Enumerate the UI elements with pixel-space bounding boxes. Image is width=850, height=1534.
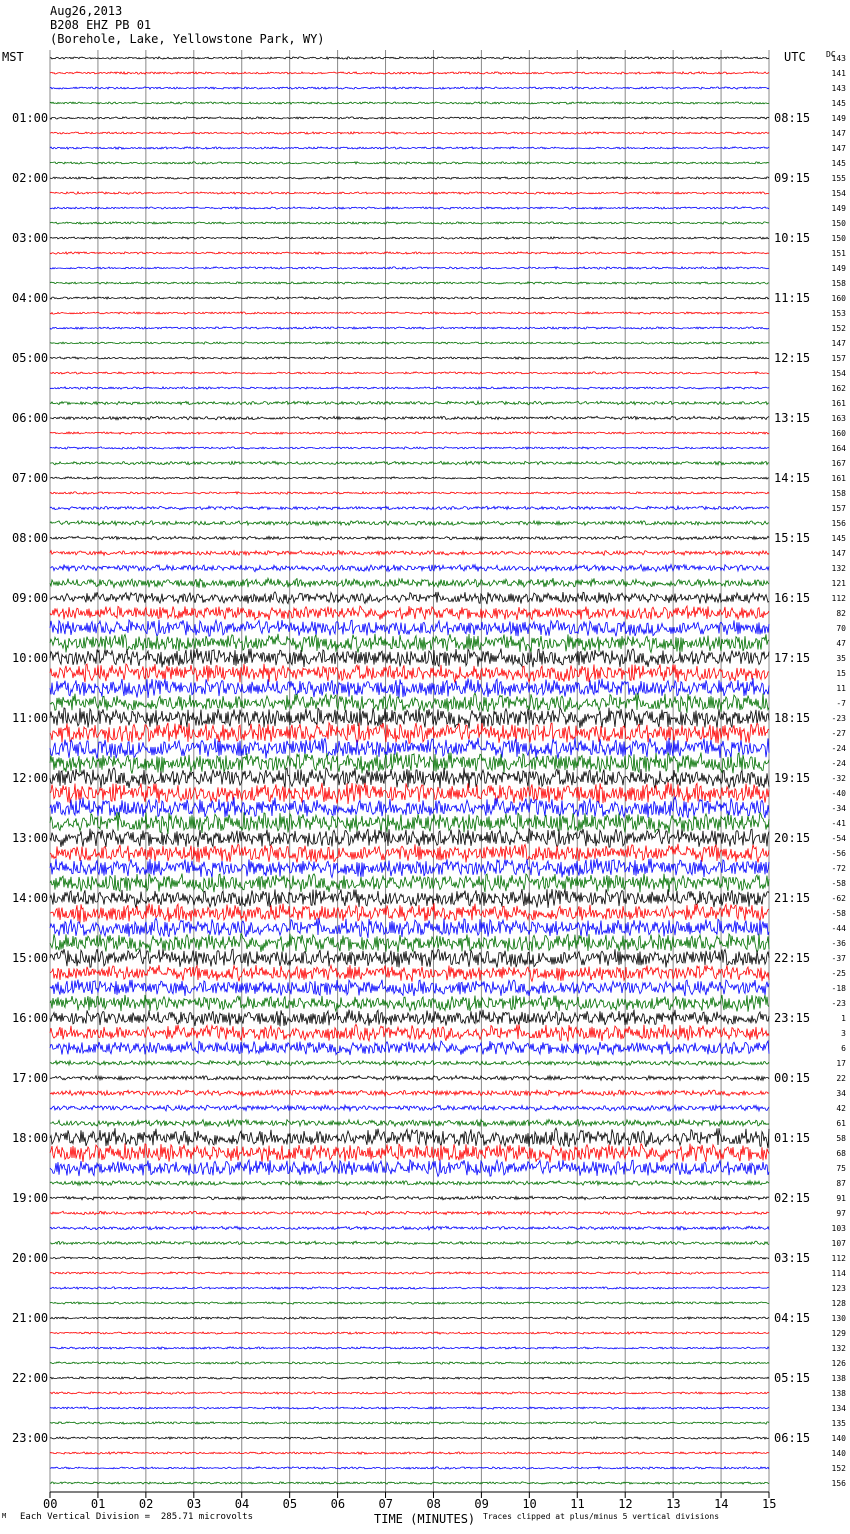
right-hour-label: 02:15 [774,1191,811,1205]
right-hour-label: 10:15 [774,231,811,245]
right-timezone-label: UTC [784,50,806,64]
trace-line [50,1332,769,1334]
trace-line [50,1287,769,1289]
dc-offset-label: -41 [831,819,846,828]
dc-offset-label: 123 [831,1284,846,1293]
trace-line [50,177,769,179]
dc-offset-label: 149 [831,204,846,213]
dc-offset-label: -44 [831,924,846,933]
trace-line [50,949,769,968]
trace-line [50,506,769,510]
x-tick-label: 10 [522,1497,537,1511]
dc-offset-label: 68 [836,1149,846,1158]
left-hour-label: 18:00 [12,1131,49,1145]
dc-offset-label: 145 [831,99,846,108]
trace-line [50,536,769,540]
trace-line [50,477,769,479]
dc-offset-label: 150 [831,219,846,228]
trace-line [50,889,769,908]
dc-offset-label: 161 [831,399,846,408]
trace-line [50,1407,769,1409]
dc-offset-label: -27 [831,729,846,738]
trace-line [50,1181,769,1186]
left-hour-label: 13:00 [12,831,49,845]
trace-line [50,829,769,848]
station-code: B208 EHZ PB 01 [50,18,152,32]
trace-line [50,372,769,374]
trace-line [50,387,769,389]
left-hour-label: 12:00 [12,771,49,785]
dc-offset-label: 141 [831,69,846,78]
trace-line [50,1467,769,1469]
left-hour-label: 19:00 [12,1191,49,1205]
dc-offset-label: 47 [836,639,846,648]
left-hour-label: 04:00 [12,291,49,305]
dc-offset-label: 17 [836,1059,846,1068]
dc-offset-label: 147 [831,129,846,138]
left-hour-label: 21:00 [12,1311,49,1325]
seismic-traces [50,57,769,1484]
trace-line [50,521,769,526]
dc-offset-label: 112 [831,594,846,603]
trace-line [50,267,769,269]
dc-offset-label: 130 [831,1314,846,1323]
trace-line [50,565,769,572]
dc-offset-label: 152 [831,324,846,333]
trace-line [50,117,769,119]
dc-offset-label: -72 [831,864,846,873]
trace-line [50,797,769,818]
right-hour-label: 22:15 [774,951,811,965]
trace-line [50,1024,769,1041]
dc-offset-label: 154 [831,189,846,198]
right-hour-label: 05:15 [774,1371,811,1385]
trace-line [50,72,769,74]
x-tick-label: 12 [618,1497,633,1511]
trace-line [50,252,769,254]
trace-line [50,1143,769,1162]
trace-line [50,342,769,344]
dc-offset-label: 163 [831,414,846,423]
dc-offset-label: 107 [831,1239,846,1248]
dc-offset-label: 158 [831,279,846,288]
left-hour-label: 16:00 [12,1011,49,1025]
trace-line [50,664,769,683]
trace-line [50,132,769,134]
dc-offset-label: 126 [831,1359,846,1368]
dc-offset-label: 140 [831,1434,846,1443]
trace-line [50,222,769,224]
dc-offset-label: 158 [831,489,846,498]
right-hour-label: 14:15 [774,471,811,485]
trace-line [50,237,769,239]
dc-offset-label: 75 [836,1164,846,1173]
trace-line [50,327,769,329]
dc-offset-label: 143 [831,84,846,93]
dc-offset-label: 157 [831,354,846,363]
right-hour-label: 16:15 [774,591,811,605]
left-hour-label: 11:00 [12,711,49,725]
left-hour-label: 20:00 [12,1251,49,1265]
x-tick-label: 05 [282,1497,298,1511]
dc-offset-label: 145 [831,534,846,543]
station-location: (Borehole, Lake, Yellowstone Park, WY) [50,32,325,46]
dc-offset-label: 15 [836,669,846,678]
left-hour-label: 03:00 [12,231,49,245]
right-hour-label: 21:15 [774,891,811,905]
dc-offset-label: -36 [831,939,846,948]
trace-line [50,1302,769,1304]
trace-line [50,1160,769,1177]
dc-offset-label: 58 [836,1134,846,1143]
trace-line [50,297,769,299]
dc-offset-label: 35 [836,654,846,663]
dc-offset-label: -18 [831,984,846,993]
right-hour-label: 00:15 [774,1071,811,1085]
dc-offset-label: 160 [831,294,846,303]
chart-date: Aug26,2013 [50,4,123,18]
dc-offset-label: 151 [831,249,846,258]
dc-offset-label: 143 [831,54,846,63]
right-hour-label: 20:15 [774,831,811,845]
trace-line [50,934,769,953]
dc-offset-label: 42 [836,1104,846,1113]
dc-offset-label: -58 [831,909,846,918]
trace-line [50,678,769,698]
dc-offset-label: 156 [831,519,846,528]
trace-line [50,693,769,713]
dc-offset-label: -62 [831,894,846,903]
dc-offset-label: 152 [831,1464,846,1473]
dc-offset-label: 167 [831,459,846,468]
right-hour-label: 13:15 [774,411,811,425]
x-tick-label: 08 [426,1497,441,1511]
trace-line [50,634,769,653]
left-hour-label: 14:00 [12,891,49,905]
trace-line [50,1211,769,1215]
x-tick-label: 14 [714,1497,729,1511]
dc-offset-label: 132 [831,1344,846,1353]
dc-offset-label: 61 [836,1119,846,1128]
dc-offset-label: 87 [836,1179,846,1188]
dc-offset-label: 140 [831,1449,846,1458]
right-hour-label: 04:15 [774,1311,811,1325]
trace-line [50,723,769,744]
right-hour-label: 08:15 [774,111,811,125]
trace-line [50,858,769,878]
trace-line [50,432,769,434]
trace-line [50,578,769,588]
dc-offset-label: 149 [831,264,846,273]
dc-offset-label: 70 [836,624,846,633]
left-hour-label: 17:00 [12,1071,49,1085]
trace-line [50,162,769,164]
trace-line [50,57,769,59]
trace-line [50,1482,769,1484]
trace-line [50,1061,769,1066]
trace-line [50,1105,769,1111]
dc-offset-label: 150 [831,234,846,243]
left-hour-label: 01:00 [12,111,49,125]
dc-offset-label: 135 [831,1419,846,1428]
trace-line [50,1128,769,1148]
trace-line [50,648,769,667]
x-tick-label: 02 [138,1497,154,1511]
dc-offset-label: -24 [831,759,846,768]
trace-line [50,592,769,604]
trace-line [50,1119,769,1126]
dc-offset-label: 145 [831,159,846,168]
left-hour-label: 22:00 [12,1371,49,1385]
trace-line [50,874,769,893]
right-hour-label: 01:15 [774,1131,811,1145]
dc-offset-label: -58 [831,879,846,888]
trace-line [50,1041,769,1055]
trace-line [50,606,769,620]
dc-offset-label: 138 [831,1389,846,1398]
dc-offset-label: 155 [831,174,846,183]
dc-column-label: DC [826,50,836,59]
left-hour-label: 02:00 [12,171,49,185]
clip-note: Traces clipped at plus/minus 5 vertical divisions [483,1512,720,1521]
trace-line [50,1377,769,1379]
dc-offset-label: 82 [836,609,846,618]
trace-line [50,1076,769,1081]
x-tick-label: 04 [234,1497,250,1511]
right-hour-label: 06:15 [774,1431,811,1445]
dc-offset-label: 1 [841,1014,846,1023]
right-hour-label: 03:15 [774,1251,811,1265]
right-hour-label: 18:15 [774,711,811,725]
trace-line [50,708,769,729]
dc-offset-label: -7 [836,699,846,708]
dc-offset-label: -32 [831,774,846,783]
dc-offset-label: 114 [831,1269,846,1278]
left-hour-label: 05:00 [12,351,49,365]
corner-mark: M [2,1512,7,1520]
trace-line [50,918,769,938]
x-tick-label: 07 [378,1497,393,1511]
trace-line [50,282,769,284]
trace-line [50,1437,769,1439]
trace-line [50,1392,769,1394]
scale-note: Each Vertical Division = 285.71 microvolts [20,1512,253,1522]
left-hour-label: 10:00 [12,651,49,665]
dc-offset-label: 112 [831,1254,846,1263]
dc-offset-label: -56 [831,849,846,858]
x-axis-title: TIME (MINUTES) [374,1512,476,1526]
x-tick-label: 15 [762,1497,777,1511]
trace-line [50,357,769,359]
dc-offset-label: 132 [831,564,846,573]
trace-line [50,995,769,1012]
dc-offset-label: -24 [831,744,846,753]
x-tick-label: 11 [570,1497,585,1511]
dc-offset-label: 156 [831,1479,846,1488]
right-hour-label: 19:15 [774,771,811,785]
trace-line [50,551,769,556]
trace-line [50,147,769,149]
left-hour-label: 15:00 [12,951,49,965]
dc-offset-label: -34 [831,804,846,813]
right-hour-label: 23:15 [774,1011,811,1025]
dc-offset-label: 6 [841,1044,846,1053]
trace-line [50,192,769,194]
dc-offset-label: 154 [831,369,846,378]
dc-offset-label: 138 [831,1374,846,1383]
trace-line [50,1257,769,1259]
dc-offset-label: -23 [831,714,846,723]
x-tick-label: 03 [186,1497,202,1511]
left-hour-label: 08:00 [12,531,49,545]
right-hour-label: 15:15 [774,531,811,545]
right-hour-label: 11:15 [774,291,811,305]
dc-offset-label: 162 [831,384,846,393]
trace-line [50,1196,769,1200]
trace-line [50,461,769,465]
dc-offset-label: 128 [831,1299,846,1308]
x-tick-label: 01 [90,1497,106,1511]
x-tick-label: 13 [666,1497,681,1511]
dc-offset-label: 153 [831,309,846,318]
dc-offset-label: 161 [831,474,846,483]
x-tick-label: 00 [43,1497,58,1511]
trace-line [50,207,769,209]
right-hour-label: 17:15 [774,651,811,665]
dc-offset-label: 134 [831,1404,846,1413]
trace-line [50,752,769,773]
dc-offset-label: 22 [836,1074,846,1083]
dc-offset-label: 160 [831,429,846,438]
trace-line [50,1272,769,1274]
dc-offset-label: -40 [831,789,846,798]
trace-line [50,1422,769,1424]
trace-line [50,312,769,314]
trace-line [50,492,769,494]
dc-offset-label: 91 [836,1194,846,1203]
dc-offset-label: 11 [836,684,846,693]
trace-line [50,1452,769,1454]
trace-line [50,1241,769,1245]
trace-line [50,965,769,982]
trace-line [50,980,769,997]
dc-offset-label: 157 [831,504,846,513]
dc-offset-label: 147 [831,549,846,558]
trace-line [50,416,769,420]
trace-line [50,1010,769,1027]
left-timezone-label: MST [2,50,24,64]
dc-offset-label: 149 [831,114,846,123]
dc-offset-label: 3 [841,1029,846,1038]
left-hour-label: 23:00 [12,1431,49,1445]
dc-offset-label: 147 [831,144,846,153]
left-hour-label: 07:00 [12,471,49,485]
trace-line [50,782,769,804]
trace-line [50,1226,769,1230]
dc-offset-label: 129 [831,1329,846,1338]
right-hour-label: 09:15 [774,171,811,185]
trace-line [50,620,769,637]
left-hour-label: 06:00 [12,411,49,425]
trace-line [50,87,769,89]
dc-offset-label: 121 [831,579,846,588]
x-tick-label: 09 [474,1497,489,1511]
trace-line [50,1362,769,1364]
trace-line [50,102,769,104]
left-hour-label: 09:00 [12,591,49,605]
trace-line [50,844,769,863]
trace-line [50,447,769,449]
trace-line [50,401,769,405]
dc-offset-label: -54 [831,834,846,843]
dc-offset-label: 97 [836,1209,846,1218]
trace-line [50,1347,769,1349]
trace-line [50,903,769,923]
dc-offset-label: 147 [831,339,846,348]
right-hour-label: 12:15 [774,351,811,365]
dc-offset-label: 164 [831,444,846,453]
dc-offset-label: -37 [831,954,846,963]
dc-offset-label: 34 [836,1089,846,1098]
trace-line [50,1317,769,1319]
dc-offset-label: 103 [831,1224,846,1233]
trace-line [50,1090,769,1096]
x-tick-label: 06 [330,1497,346,1511]
dc-offset-label: -23 [831,999,846,1008]
dc-offset-label: -25 [831,969,846,978]
